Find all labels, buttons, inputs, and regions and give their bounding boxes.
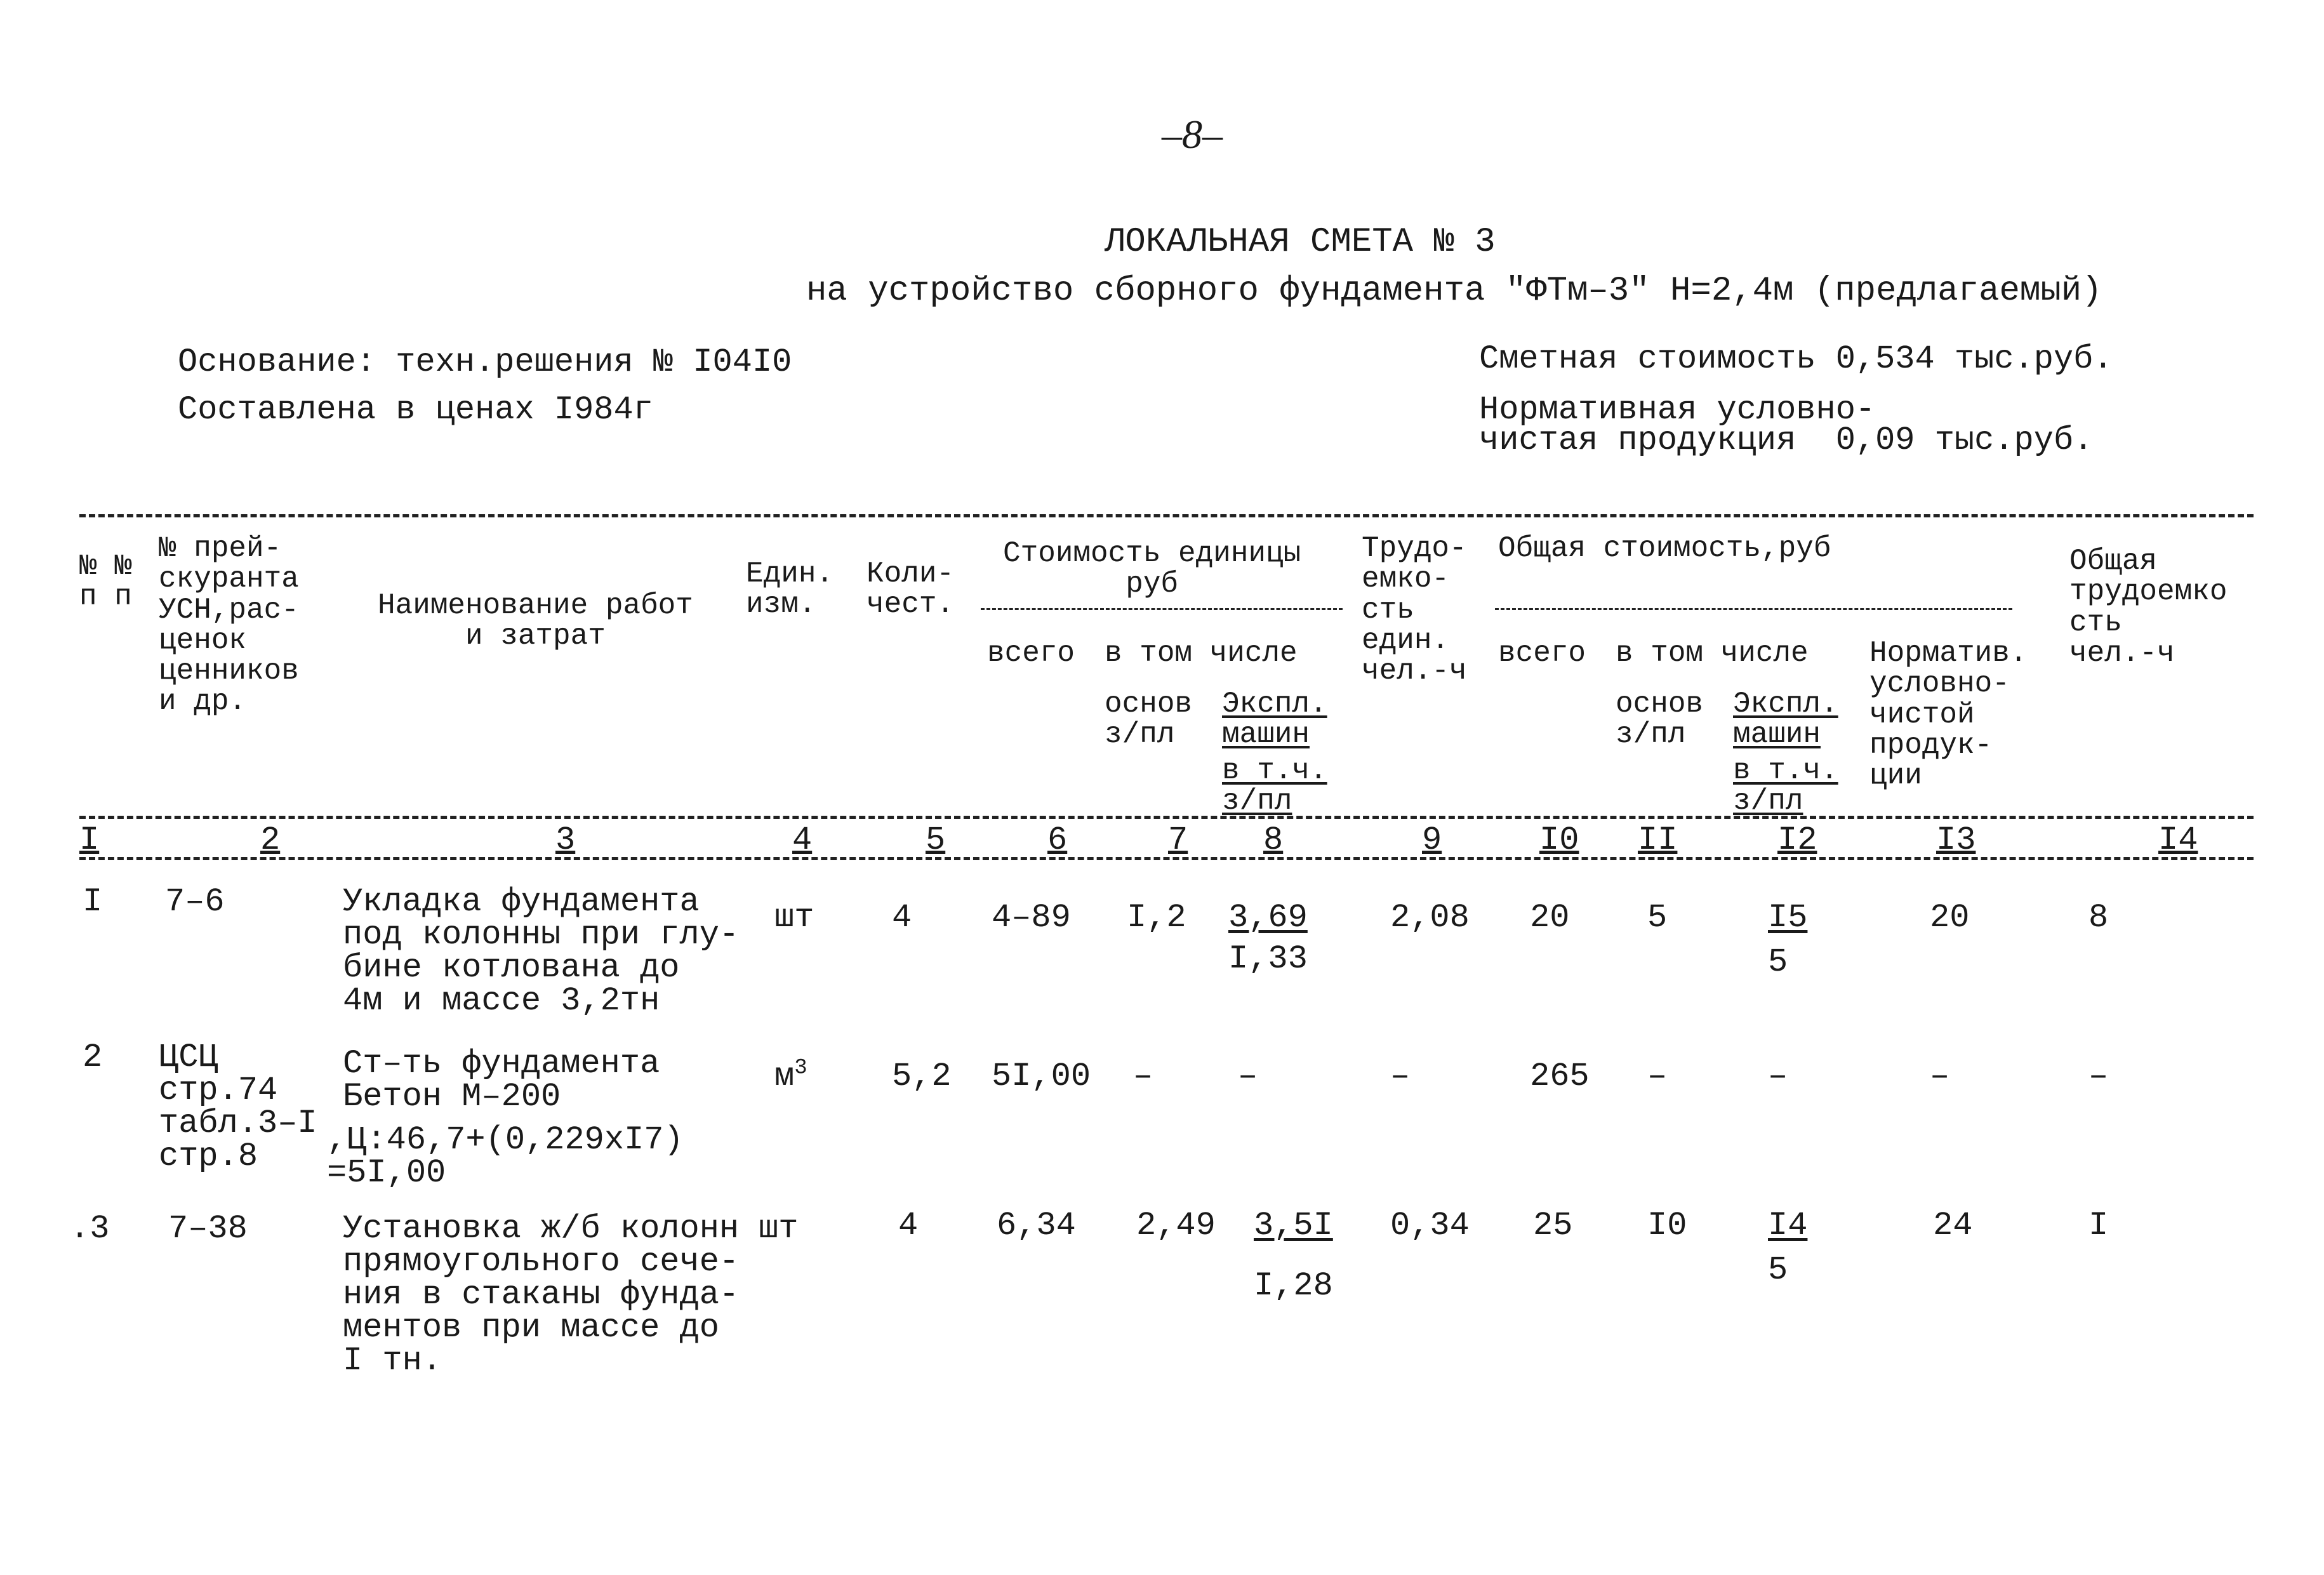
row2-unit-base: м	[774, 1058, 795, 1095]
total-cost-subrule	[1495, 608, 2012, 610]
column-number: 4	[792, 821, 813, 859]
header-work-name: Наименование работ и затрат	[378, 589, 693, 653]
row2-code: ЦСЦ стр.74 табл.3–I стр.8	[159, 1039, 317, 1175]
row3-unit-machines: 3,5I	[1254, 1207, 1333, 1244]
header-total-all: всего	[1498, 637, 1586, 670]
row2-normative: –	[1930, 1058, 1950, 1095]
row1-number: I	[83, 883, 103, 920]
row2-name: Ст–ть фундамента Бетон М–200	[343, 1045, 660, 1115]
basis-text: Основание: техн.решения № I04I0	[178, 343, 792, 381]
row1-unit-machine-wage: I,33	[1228, 940, 1308, 978]
header-total-labor: Общая трудоемко сть чел.-ч	[2069, 545, 2228, 670]
row3-unit: шт	[759, 1210, 799, 1247]
column-number: 3	[555, 821, 576, 859]
header-unit-cost: Стоимость единицы руб	[1003, 537, 1301, 601]
header-unit-base-wage: основ з/пл	[1105, 688, 1193, 752]
normative-line-2: чистая продукция 0,09 тыс.руб.	[1479, 422, 2094, 459]
row2-number: 2	[83, 1039, 103, 1076]
header-unit-machines: Экспл. машин	[1222, 688, 1327, 752]
header-total-incl: в том числе	[1616, 637, 1809, 670]
header-total-machine-wage: в т.ч. з/пл	[1733, 754, 1838, 818]
row3-code: 7–38	[168, 1210, 248, 1247]
column-number: I4	[2158, 821, 2198, 859]
row3-normative: 24	[1933, 1207, 1973, 1244]
header-bottom-rule	[79, 816, 2254, 819]
normative-line-1: Нормативная условно-	[1479, 391, 1876, 429]
row2-unit-total: 5I,00	[992, 1058, 1091, 1095]
header-price-list: № прей- скуранта УСН,рас- ценок ценников и др.	[159, 532, 299, 719]
row3-sum-base: I0	[1647, 1207, 1687, 1244]
header-unit-incl: в том числе	[1105, 637, 1298, 670]
row1-sum-base: 5	[1647, 899, 1668, 936]
row3-qty: 4	[898, 1207, 919, 1244]
header-unit-machine-wage: в т.ч. з/пл	[1222, 754, 1327, 818]
header-labor-intensity: Трудо- емко- сть един. чел.-ч	[1362, 532, 1467, 688]
column-number: II	[1638, 821, 1678, 859]
header-total-base-wage: основ з/пл	[1616, 688, 1704, 752]
row1-labor: 2,08	[1390, 899, 1470, 936]
header-quantity: Коли- чест.	[867, 557, 955, 621]
header-number: № № п п	[79, 550, 132, 614]
column-number: 7	[1168, 821, 1188, 859]
row3-labor: 0,34	[1390, 1207, 1470, 1244]
row2-unit-superscript: 3	[794, 1056, 807, 1080]
column-number: I	[79, 821, 100, 859]
header-normative-product: Норматив. условно- чистой продук- ции	[1869, 637, 2028, 793]
row2-total-labor: –	[2088, 1058, 2109, 1095]
document-subtitle: на устройство сборного фундамента "ФТм–3" Н=2,4м (предлагаемый)	[806, 272, 2102, 310]
row2-labor: –	[1390, 1058, 1411, 1095]
header-unit-total: всего	[987, 637, 1075, 670]
column-number: 6	[1047, 821, 1068, 859]
unit-cost-subrule	[981, 608, 1343, 610]
row1-unit: шт	[774, 899, 814, 936]
row3-sum-total: 25	[1533, 1207, 1573, 1244]
row1-total-labor: 8	[2088, 899, 2109, 936]
header-total-machines: Экспл. машин	[1733, 688, 1838, 752]
row3-number: .3	[70, 1210, 110, 1247]
column-numbers-rule	[79, 857, 2254, 860]
row3-unit-total: 6,34	[997, 1207, 1076, 1244]
column-number: 2	[260, 821, 281, 859]
row1-qty: 4	[892, 899, 912, 936]
row1-unit-total: 4–89	[992, 899, 1071, 936]
row1-unit-base: I,2	[1127, 899, 1186, 936]
row3-name: Установка ж/б колонн прямоугольного сече- ния в стаканы фунда- ментов при массе до I тн.	[343, 1210, 740, 1379]
row2-sum-total: 265	[1530, 1058, 1590, 1095]
column-number: I0	[1539, 821, 1579, 859]
row3-total-labor: I	[2088, 1207, 2109, 1244]
row2-unit	[774, 1056, 807, 1095]
row1-sum-total: 20	[1530, 899, 1570, 936]
row3-unit-base: 2,49	[1136, 1207, 1216, 1244]
row1-unit-machines: 3,69	[1228, 899, 1308, 936]
row2-unit-machines: –	[1238, 1058, 1258, 1095]
row2-qty: 5,2	[892, 1058, 952, 1095]
estimated-cost: Сметная стоимость 0,534 тыс.руб.	[1479, 340, 2113, 378]
row2-price-calc: ,Ц:46,7+(0,229хI7) =5I,00	[327, 1121, 684, 1192]
row1-name: Укладка фундамента под колонны при глу- бине котлована до 4м и массе 3,2тн	[343, 883, 740, 1020]
column-number: I3	[1936, 821, 1976, 859]
column-number: 9	[1422, 821, 1442, 859]
row3-unit-machine-wage: I,28	[1254, 1267, 1333, 1305]
page-number: –8–	[1162, 112, 1223, 157]
row3-sum-machines: I4	[1768, 1207, 1808, 1244]
row2-unit-base: –	[1133, 1058, 1153, 1095]
row1-sum-machines: I5	[1768, 899, 1808, 936]
row3-sum-machine-wage: 5	[1768, 1251, 1788, 1289]
row1-code: 7–6	[165, 883, 225, 920]
document-title: ЛОКАЛЬНАЯ СМЕТА № 3	[1105, 223, 1496, 262]
column-number: 8	[1263, 821, 1284, 859]
row1-sum-machine-wage: 5	[1768, 943, 1788, 981]
column-number: I2	[1777, 821, 1817, 859]
header-total-cost: Общая стоимость,руб	[1498, 532, 1831, 565]
compiled-text: Составлена в ценах I984г	[178, 391, 653, 429]
row1-normative: 20	[1930, 899, 1970, 936]
column-number: 5	[926, 821, 946, 859]
table-top-rule	[79, 514, 2254, 517]
row2-sum-machines: –	[1768, 1058, 1788, 1095]
header-unit: Един. изм.	[746, 557, 834, 621]
row2-sum-base: –	[1647, 1058, 1668, 1095]
